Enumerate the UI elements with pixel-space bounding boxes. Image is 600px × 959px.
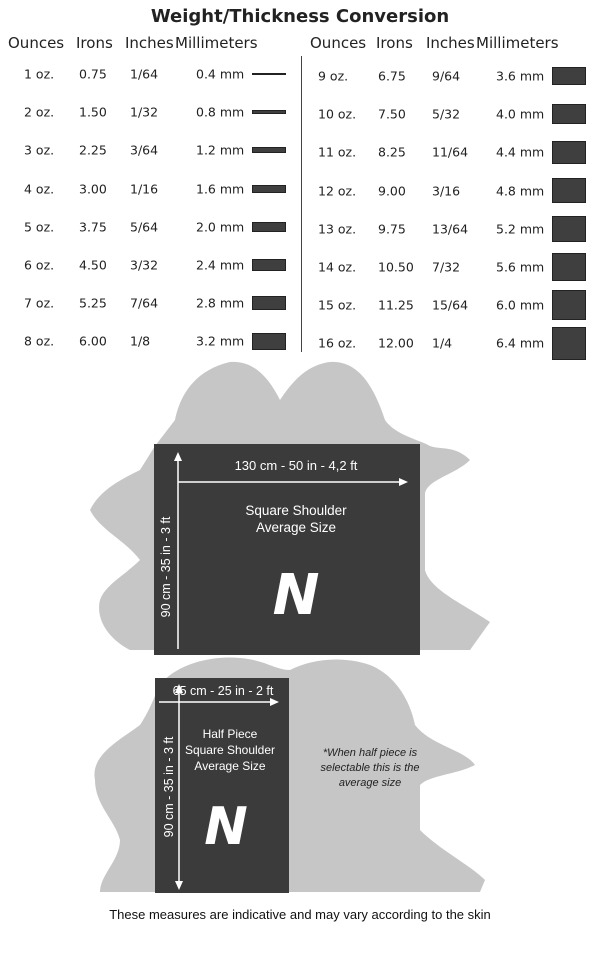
right-cell-oz: 15 oz. bbox=[318, 297, 357, 313]
left-cell-irons: 1.50 bbox=[79, 104, 107, 120]
right-cell-irons: 6.75 bbox=[378, 68, 406, 84]
left-thickness-bar bbox=[252, 73, 286, 75]
half-piece-note bbox=[305, 746, 435, 791]
right-cell-mm: 4.0 mm bbox=[496, 106, 545, 122]
left-thickness-bar bbox=[252, 110, 286, 114]
left-cell-inches: 1/8 bbox=[130, 333, 151, 349]
square-shoulder-title-line1: Square Shoulder bbox=[245, 503, 347, 518]
half-piece-title-line3: Average Size bbox=[194, 759, 266, 773]
half-piece-title-line2: Square Shoulder bbox=[184, 743, 276, 757]
left-cell-inches: 7/64 bbox=[130, 295, 159, 311]
half-piece-height-label: 90 cm - 35 in - 3 ft bbox=[162, 736, 176, 838]
left-cell-irons: 5.25 bbox=[79, 295, 107, 311]
left-cell-inches: 3/32 bbox=[130, 257, 159, 273]
half-piece-note-line2: selectable this is the bbox=[320, 762, 420, 774]
brand-logo-icon-small: N bbox=[204, 797, 248, 857]
right-cell-inches: 7/32 bbox=[432, 259, 461, 275]
header-irons-right: Irons bbox=[376, 34, 413, 52]
left-thickness-bar bbox=[252, 222, 286, 232]
right-thickness-bar bbox=[552, 253, 586, 282]
right-cell-irons: 7.50 bbox=[378, 106, 406, 122]
left-cell-mm: 1.6 mm bbox=[196, 181, 245, 197]
right-cell-inches: 13/64 bbox=[432, 221, 469, 237]
left-thickness-bar bbox=[252, 333, 286, 349]
right-cell-mm: 6.4 mm bbox=[496, 335, 545, 351]
header-inches-right: Inches bbox=[426, 34, 475, 52]
right-thickness-bar bbox=[552, 290, 586, 321]
right-cell-oz: 14 oz. bbox=[318, 259, 357, 275]
left-cell-mm: 1.2 mm bbox=[196, 142, 245, 158]
brand-logo-icon: N bbox=[272, 563, 320, 628]
half-piece-note-line1: *When half piece is bbox=[322, 747, 418, 759]
header-millimeters-left: Millimeters bbox=[175, 34, 258, 52]
left-cell-irons: 4.50 bbox=[79, 257, 107, 273]
left-thickness-bar bbox=[252, 259, 286, 271]
header-inches-left: Inches bbox=[125, 34, 174, 52]
left-cell-irons: 2.25 bbox=[79, 142, 107, 158]
left-cell-irons: 3.75 bbox=[79, 219, 107, 235]
right-thickness-bar bbox=[552, 141, 586, 163]
right-cell-inches: 1/4 bbox=[432, 335, 453, 351]
right-cell-inches: 15/64 bbox=[432, 297, 469, 313]
left-cell-oz: 7 oz. bbox=[24, 295, 55, 311]
left-cell-mm: 0.4 mm bbox=[196, 66, 245, 82]
left-cell-mm: 2.8 mm bbox=[196, 295, 245, 311]
left-cell-inches: 1/16 bbox=[130, 181, 159, 197]
right-cell-inches: 5/32 bbox=[432, 106, 461, 122]
right-thickness-bar bbox=[552, 67, 586, 85]
left-cell-oz: 6 oz. bbox=[24, 257, 55, 273]
right-cell-inches: 3/16 bbox=[432, 183, 461, 199]
half-piece-title-line1: Half Piece bbox=[202, 727, 258, 741]
chart-title: Weight/Thickness Conversion bbox=[150, 6, 450, 27]
header-irons-left: Irons bbox=[76, 34, 113, 52]
hide-silhouette-bottom bbox=[0, 655, 600, 895]
left-cell-mm: 3.2 mm bbox=[196, 333, 245, 349]
left-cell-inches: 5/64 bbox=[130, 219, 159, 235]
header-millimeters-right: Millimeters bbox=[476, 34, 559, 52]
square-shoulder-width-label: 130 cm - 50 in - 4,2 ft bbox=[234, 458, 358, 473]
right-cell-irons: 11.25 bbox=[378, 297, 414, 313]
right-cell-oz: 16 oz. bbox=[318, 335, 357, 351]
left-cell-inches: 1/64 bbox=[130, 66, 159, 82]
half-piece-note-line3: average size bbox=[338, 777, 402, 789]
left-cell-irons: 0.75 bbox=[79, 66, 107, 82]
left-cell-oz: 4 oz. bbox=[24, 181, 55, 197]
right-cell-inches: 9/64 bbox=[432, 68, 461, 84]
right-cell-oz: 13 oz. bbox=[318, 221, 357, 237]
left-cell-mm: 0.8 mm bbox=[196, 104, 245, 120]
footer-note: These measures are indicative and may vary according to the skin bbox=[109, 907, 491, 922]
left-cell-oz: 3 oz. bbox=[24, 142, 55, 158]
right-thickness-bar bbox=[552, 216, 586, 243]
header-ounces-left: Ounces bbox=[8, 34, 65, 52]
right-thickness-bar bbox=[552, 104, 586, 124]
left-cell-mm: 2.0 mm bbox=[196, 219, 245, 235]
left-cell-inches: 1/32 bbox=[130, 104, 159, 120]
right-cell-mm: 4.4 mm bbox=[496, 144, 545, 160]
left-cell-irons: 6.00 bbox=[79, 333, 107, 349]
left-thickness-bar bbox=[252, 147, 286, 153]
right-cell-mm: 5.6 mm bbox=[496, 259, 545, 275]
right-cell-inches: 11/64 bbox=[432, 144, 469, 160]
right-thickness-bar bbox=[552, 178, 586, 202]
right-cell-mm: 5.2 mm bbox=[496, 221, 545, 237]
right-cell-irons: 9.75 bbox=[378, 221, 406, 237]
right-cell-oz: 9 oz. bbox=[318, 68, 349, 84]
column-divider bbox=[301, 56, 302, 352]
right-cell-oz: 12 oz. bbox=[318, 183, 357, 199]
right-cell-irons: 10.50 bbox=[378, 259, 414, 275]
half-piece-width-label: 65 cm - 25 in - 2 ft bbox=[172, 684, 274, 698]
right-cell-oz: 10 oz. bbox=[318, 106, 357, 122]
right-cell-oz: 11 oz. bbox=[318, 144, 357, 160]
right-cell-mm: 4.8 mm bbox=[496, 183, 545, 199]
square-shoulder-title-line2: Average Size bbox=[255, 520, 337, 535]
header-ounces-right: Ounces bbox=[310, 34, 367, 52]
left-cell-irons: 3.00 bbox=[79, 181, 107, 197]
right-cell-irons: 12.00 bbox=[378, 335, 414, 351]
right-cell-irons: 8.25 bbox=[378, 144, 406, 160]
right-thickness-bar bbox=[552, 327, 586, 360]
left-cell-oz: 5 oz. bbox=[24, 219, 55, 235]
left-cell-mm: 2.4 mm bbox=[196, 257, 245, 273]
left-cell-oz: 1 oz. bbox=[24, 66, 55, 82]
left-cell-inches: 3/64 bbox=[130, 142, 159, 158]
left-thickness-bar bbox=[252, 185, 286, 193]
left-thickness-bar bbox=[252, 296, 286, 310]
right-cell-irons: 9.00 bbox=[378, 183, 406, 199]
right-cell-mm: 3.6 mm bbox=[496, 68, 545, 84]
right-cell-mm: 6.0 mm bbox=[496, 297, 545, 313]
square-shoulder-height-label: 90 cm - 35 in - 3 ft bbox=[159, 516, 173, 618]
left-cell-oz: 2 oz. bbox=[24, 104, 55, 120]
left-cell-oz: 8 oz. bbox=[24, 333, 55, 349]
